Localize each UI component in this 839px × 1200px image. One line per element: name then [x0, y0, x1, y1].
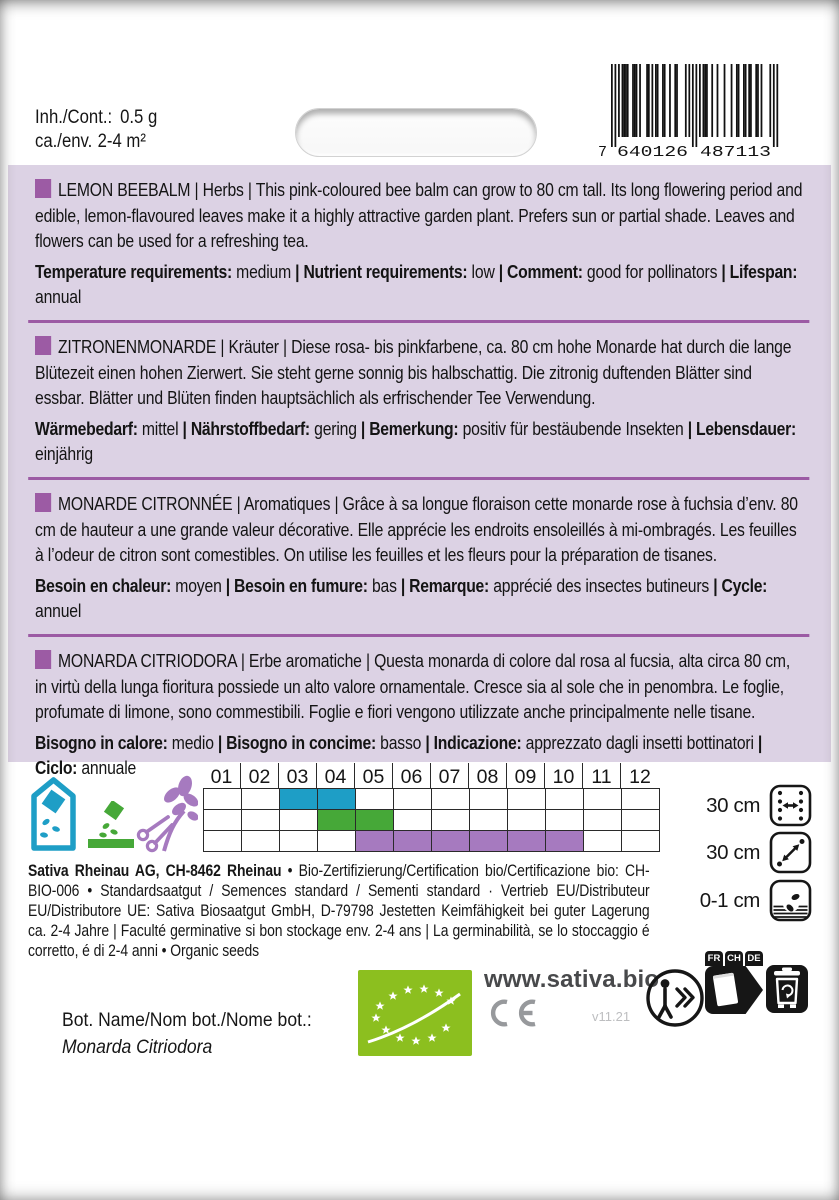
spec-sowing-depth [690, 879, 812, 922]
calendar-month-label: 02 [241, 763, 279, 788]
svg-text:7: 7 [598, 144, 608, 159]
plant-distance-value: 30 cm [706, 840, 760, 864]
calendar-cell-sowing-outdoors [204, 810, 242, 831]
ce-mark-icon [484, 996, 542, 1030]
calendar-cell-sowing-under-glass [280, 789, 318, 810]
calendar-month-label: 09 [507, 763, 545, 788]
facts-text: Temperature requirements: medium | Nutrient requirements: low | Comment: good for pollinators | Lifespan: annual [35, 260, 798, 308]
area-label: ca./env. [35, 131, 93, 152]
calendar-cell-harvest [546, 831, 584, 852]
greenhouse-sowing-icon [31, 777, 76, 852]
producer-info [28, 861, 650, 961]
hang-hole [295, 108, 537, 157]
calendar-cell-sowing-outdoors [394, 810, 432, 831]
calendar-cell-sowing-under-glass [204, 789, 242, 810]
calendar-cell-sowing-outdoors [470, 810, 508, 831]
calendar-month-label: 12 [629, 766, 651, 788]
calendar-month-label: 08 [469, 763, 507, 788]
svg-text:487113: 487113 [700, 144, 771, 159]
row-spacing-icon [769, 784, 812, 827]
calendar-cell-sowing-under-glass [356, 789, 394, 810]
description-text: LEMON BEEBALM | Herbs | This pink-coloured bee balm can grow to 80 cm tall. Its long flowering period and edible, lemon-flavoured leaves make it a highly attractive garden plant. Prefers sun or partial shade. Leaves and flowers can be used for a refreshing tea. [35, 179, 803, 252]
calendar-cell-sowing-outdoors [280, 810, 318, 831]
calendar-month-label: 06 [393, 763, 431, 788]
calendar-month-label: 07 [431, 763, 469, 788]
bullet-square-icon [35, 179, 51, 198]
area-value: 2-4 m² [97, 131, 146, 152]
calendar-cell-sowing-under-glass [432, 789, 470, 810]
calendar-cell-sowing-outdoors [546, 810, 584, 831]
tab-ch: CH [725, 951, 743, 966]
disposal-country-tabs [705, 951, 763, 966]
content-label: Inh./Cont.: [35, 107, 113, 128]
section-divider [28, 320, 809, 323]
calendar-cell-sowing-under-glass [394, 789, 432, 810]
botanical-name: Monarda Citriodora [62, 1036, 213, 1058]
calendar-grid [203, 788, 660, 852]
calendar-cell-harvest [584, 831, 622, 852]
calendar-cell-sowing-outdoors [584, 810, 622, 831]
calendar-cell-sowing-under-glass [318, 789, 356, 810]
calendar-cell-harvest [432, 831, 470, 852]
calendar-cell-harvest [280, 831, 318, 852]
envelope-icon [713, 973, 739, 1007]
calendar-cell-harvest [242, 831, 280, 852]
company-name: Sativa Rheinau AG, CH-8462 Rheinau [28, 861, 282, 880]
calendar-month-label: 05 [355, 763, 393, 788]
content-info [35, 106, 157, 154]
section-divider [28, 477, 809, 480]
bullet-square-icon [35, 493, 51, 512]
calendar-cell-harvest [318, 831, 356, 852]
calendar-month-label: 10 [545, 763, 583, 788]
bullet-square-icon [35, 650, 51, 669]
calendar-cell-sowing-under-glass [242, 789, 280, 810]
calendar-month-label: 01 [203, 763, 241, 788]
content-value: 0.5 g [120, 107, 158, 128]
tab-fr: FR [705, 951, 723, 966]
website-url: www.sativa.bio [484, 966, 660, 993]
triman-recycling-icon [645, 968, 705, 1028]
language-block-french [35, 491, 804, 624]
language-blocks [35, 177, 804, 781]
waste-bin-icon [766, 965, 808, 1013]
plant-distance-icon [769, 831, 812, 874]
calendar-cell-sowing-outdoors [622, 810, 660, 831]
certification-text: • Bio-Zertifizierung/Certification bio/Certificazione bio: CH-BIO-006 • Standardsaatgut / Semences standard / Sementi standard · Vertrieb EU/Distributeur EU/Distributore UE: Sativa Biosaatgut GmbH, D-79798 Jestetten Keimfähigkeit bei guter Lagerung ca. 2-4 Jahre | Faculté germinative si bon stockage env. 2-4 ans | La germinabilità, se lo stoccaggio é corretto, é di 2-4 anni • Organic seeds [28, 861, 650, 960]
bullet-square-icon [35, 336, 51, 355]
svg-text:640126: 640126 [617, 144, 688, 159]
calendar-cell-harvest [508, 831, 546, 852]
calendar-month-label: 11 [583, 763, 621, 788]
botanical-name-label: Bot. Name/Nom bot./Nome bot.: [62, 1009, 312, 1031]
botanical-name-block [62, 1007, 312, 1061]
calendar-cell-sowing-outdoors [318, 810, 356, 831]
description-text: ZITRONENMONARDE | Kräuter | Diese rosa- bis pinkfarbene, ca. 80 cm hohe Monarde hat durch die lange Blütezeit einen hohen Zierwert. Sie steht gerne sonnig bis halbschattig. Die zitronig duftenden Blätter sind essbar. Blätter und Blüten finden hauptsächlich als erfrischender Tee Verwendung. [35, 335, 792, 409]
calendar-cell-sowing-outdoors [242, 810, 280, 831]
calendar-month-label: 04 [317, 763, 355, 788]
outdoor-sowing-icon [88, 801, 134, 848]
calendar-cell-sowing-outdoors [508, 810, 546, 831]
tab-de: DE [745, 951, 763, 966]
calendar-cell-sowing-under-glass [622, 789, 660, 810]
calendar-cell-harvest [622, 831, 660, 852]
calendar-cell-harvest [394, 831, 432, 852]
calendar-cell-harvest [356, 831, 394, 852]
calendar-cell-sowing-under-glass [584, 789, 622, 810]
calendar-cell-sowing-under-glass [546, 789, 584, 810]
calendar-cell-sowing-under-glass [470, 789, 508, 810]
eu-organic-logo [358, 970, 472, 1056]
calendar-cell-harvest [470, 831, 508, 852]
description-text: MONARDE CITRONNÉE | Aromatiques | Grâce à sa longue floraison cette monarde rose à fuchsia d’env. 80 cm de hauteur a une grande valeur décorative. Elle apprécie les endroits ensoleillés à mi-ombragés. Les feuilles à l’odeur de citron sont comestibles. On utilise les feuilles et les fleurs pour la préparation de tisanes. [35, 492, 798, 566]
calendar-cell-sowing-outdoors [356, 810, 394, 831]
language-block-italian [35, 648, 804, 781]
row-spacing-value: 30 cm [706, 793, 760, 817]
language-block-english [35, 177, 804, 310]
calendar-month-label: 03 [279, 763, 317, 788]
calendar-cell-harvest [204, 831, 242, 852]
sowing-depth-value: 0-1 cm [699, 888, 760, 912]
sowing-depth-icon [769, 879, 812, 922]
calendar-month-row [203, 763, 659, 788]
description-text: MONARDA CITRIODORA | Erbe aromatiche | Questa monarda di colore dal rosa al fucsia, alta circa 80 cm, in virtù della lunga fioritura possiede un alto valore ornamentale. Cresce sia al sole che in penombra. Le foglie, profumate di limone, sono commestibili. Foglie e fiori vengono utilizzate anche principalmente nelle tisane. [35, 649, 791, 723]
section-divider [28, 634, 809, 637]
facts-text: Wärmebedarf: mittel | Nährstoffbedarf: gering | Bemerkung: positiv für bestäubende Insekten | Lebensdauer: einjährig [35, 417, 797, 465]
calendar-cell-sowing-under-glass [508, 789, 546, 810]
facts-text: Bisogno in calore: medio | Bisogno in concime: basso | Indicazione: apprezzato dagli insetti bottinatori | Ciclo: annuale [35, 731, 763, 779]
language-block-german [35, 334, 804, 467]
harvest-icon [136, 775, 198, 853]
version-label: v11.21 [592, 1009, 631, 1024]
spec-row-spacing [690, 784, 812, 827]
calendar-cell-sowing-outdoors [432, 810, 470, 831]
facts-text: Besoin en chaleur: moyen | Besoin en fumure: bas | Remarque: apprécié des insectes butineurs | Cycle: annuel [35, 574, 768, 622]
barcode [597, 64, 787, 159]
packet-disposal-icon [705, 966, 763, 1014]
spec-plant-distance [690, 831, 812, 874]
